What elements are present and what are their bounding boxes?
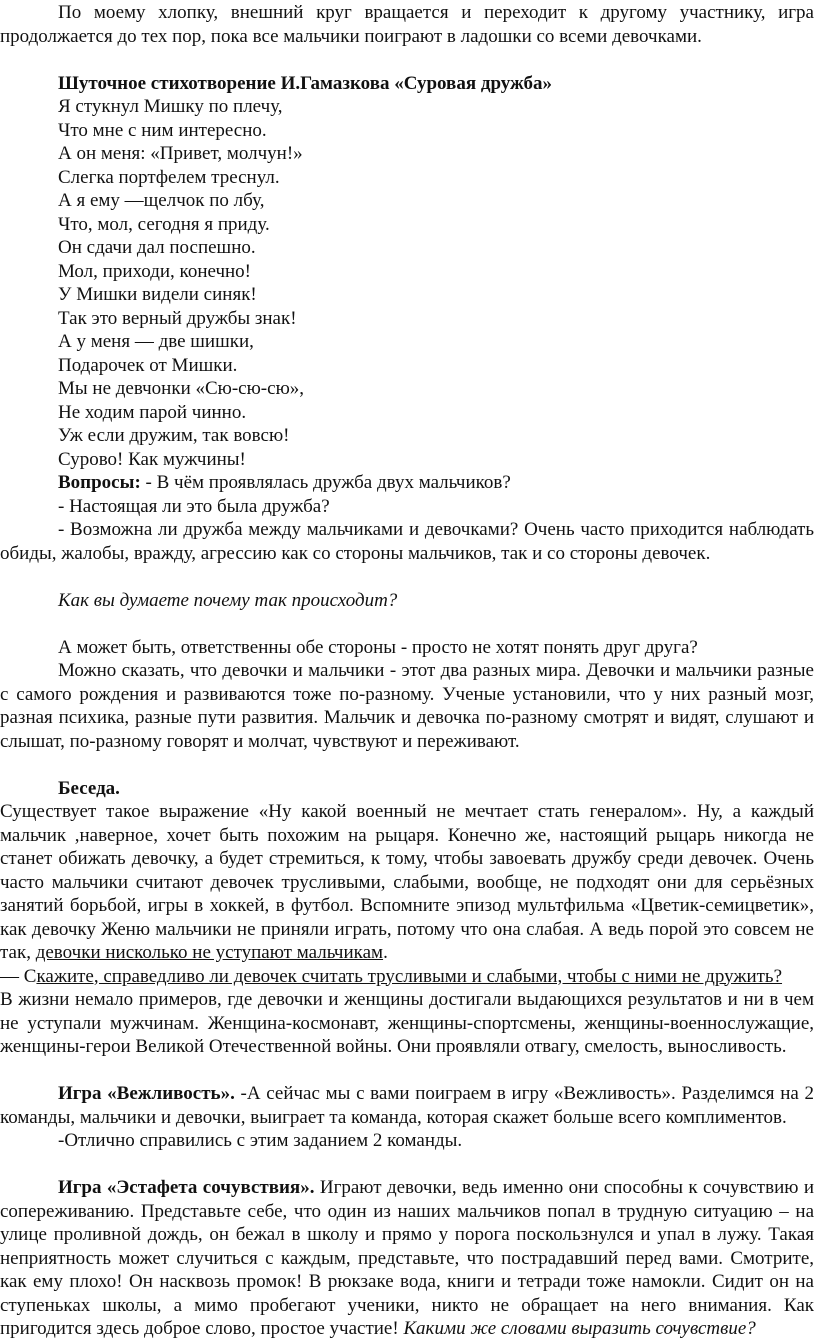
spacer — [0, 612, 814, 636]
question-1-text: - В чём проявлялась дружба двух мальчиков? — [140, 472, 511, 493]
question-2: - Настоящая ли это была дружба? — [58, 495, 330, 517]
game-sympathy-title: Игра «Эстафета сочувствия». — [58, 1177, 315, 1198]
spacer — [0, 48, 814, 72]
poem-line: Так это верный дружбы знак! — [58, 307, 297, 329]
beseda-question-underlined: кажите, справедливо ли девочек считать трусливыми и слабыми, чтобы с ними не дружить? — [36, 965, 783, 987]
poem-line: Он сдачи дал поспешно. — [58, 237, 256, 258]
spacer — [0, 753, 814, 777]
beseda-text-before: Существует такое выражение «Ну какой военный не мечтает стать генералом». Ну, а каждый мальчик ,наверное, хочет быть похожим на рыцаря. Конечно же, настоящий рыцарь никогда не станет обижать девочку, а будет стремиться, к тому, чтобы завоевать дружбу среди девочек. Очень часто мальчики считают девочек трусливыми, слабыми, вообще, не подходят они для серьёзных занятий борьбой, игры в хоккей, в футбол. Вспомните эпизод мультфильма «Цветик-семицветик», как девочку Женю мальчики не приняли играть, потому что она слабая. А ведь порой это совсем не так, — [0, 801, 814, 963]
poem-line: Мы не девчонки «Сю-сю-сю», — [58, 378, 305, 399]
paragraph-responsibility: А может быть, ответственны обе стороны - просто не хотят понять друг друга? — [58, 636, 698, 658]
game-politeness-followup: -Отлично справились с этим заданием 2 команды. — [58, 1130, 463, 1151]
poem-line: Уж если дружим, так вовсю! — [58, 425, 290, 446]
beseda-conclusion: В жизни немало примеров, где девочки и женщины достигали выдающихся результатов и ни в чем не уступали мужчинам. Женщина-космонавт, женщины-спортсмены, женщины-военнослужащие, женщины-герои Великой Отечественной войны. Они проявляли отвагу, смелость, выносливость. — [0, 989, 814, 1057]
poem-line: Не ходим парой чинно. — [58, 401, 247, 423]
poem-line: А у меня — две шишки, — [58, 331, 254, 352]
question-3: - Возможна ли дружба между мальчиками и девочками? Очень часто приходится наблюдать обиды, жалобы, вражду, агрессию как со стороны мальчиков, так и со стороны девочек. — [0, 519, 814, 564]
spacer — [0, 1153, 814, 1177]
spacer — [0, 1059, 814, 1083]
game-sympathy-text: Играют девочки, ведь именно они способны к сочувствию и сопереживанию. Представьте себе, что один из наших мальчиков попал в трудную ситуацию – на улице проливной дождь, он бежал в школу и прямо у порога поскользнулся и упал в лужу. Такая неприятность может случиться с каждым, представьте, что пострадавший перед вами. Смотрите, как ему плохо! Он насквозь промок! В рюкзаке вода, книги и тетради тоже намокли. Сидит он на ступеньках школы, а мимо пробегают ученики, никто не обращает на него внимания. Как пригодится здесь доброе слово, простое участие! — [0, 1177, 814, 1339]
poem-block — [0, 72, 814, 519]
question-1 — [58, 471, 814, 495]
game-politeness-title: Игра «Вежливость». — [58, 1083, 235, 1104]
poem-line: Подарочек от Мишки. — [58, 354, 238, 376]
game-politeness-text: -А сейчас мы с вами поиграем в игру «Вежливость». Разделимся на 2 команды, мальчики и девочки, выиграет та команда, которая скажет больше всего комплиментов. — [0, 1083, 814, 1128]
poem-line: Мол, приходи, конечно! — [58, 260, 251, 282]
beseda-question — [0, 965, 814, 989]
game-politeness — [0, 1082, 814, 1129]
document-page — [0, 1, 814, 1341]
game-sympathy — [0, 1176, 814, 1341]
beseda-text — [0, 800, 814, 965]
spacer — [0, 565, 814, 589]
poem-line: А он меня: «Привет, молчун!» — [58, 143, 303, 164]
beseda-title: Беседа. — [58, 777, 120, 799]
questions-label: Вопросы: — [58, 472, 141, 493]
game-sympathy-closing: Какими же словами выразить сочувствие? — [403, 1318, 756, 1339]
poem-line: У Мишки видели синяк! — [58, 284, 257, 305]
paragraph-two-worlds: Можно сказать, что девочки и мальчики - этот два разных мира. Девочки и мальчики разные с самого рождения и развиваются тоже по-разному. Ученые установили, что у них разный мозг, разная психика, разные пути развития. Мальчик и девочка по-разному смотрят и видят, слушают и слышат, по-разному говорят и молчат, чувствуют и переживают. — [0, 660, 814, 752]
poem-line: Я стукнул Мишку по плечу, — [58, 96, 283, 117]
italic-question: Как вы думаете почему так происходит? — [58, 589, 398, 611]
beseda-dash: — С — [0, 965, 37, 987]
beseda-underlined-phrase: девочки нисколько не уступают мальчикам — [35, 942, 384, 963]
poem-line: Что, мол, сегодня я приду. — [58, 213, 270, 235]
poem-line: Сурово! Как мужчины! — [58, 448, 246, 470]
poem-title: Шуточное стихотворение И.Гамазкова «Суровая дружба» — [58, 72, 553, 94]
intro-paragraph: По моему хлопку, внешний круг вращается и переходит к другому участнику, игра продолжается до тех пор, пока все мальчики поиграют в ладошки со всеми девочками. — [0, 2, 814, 47]
poem-line: Слегка портфелем треснул. — [58, 166, 280, 188]
poem-line: Что мне с ним интересно. — [58, 119, 267, 141]
poem-line: А я ему —щелчок по лбу, — [58, 190, 265, 211]
beseda-text-after: . — [383, 942, 388, 963]
